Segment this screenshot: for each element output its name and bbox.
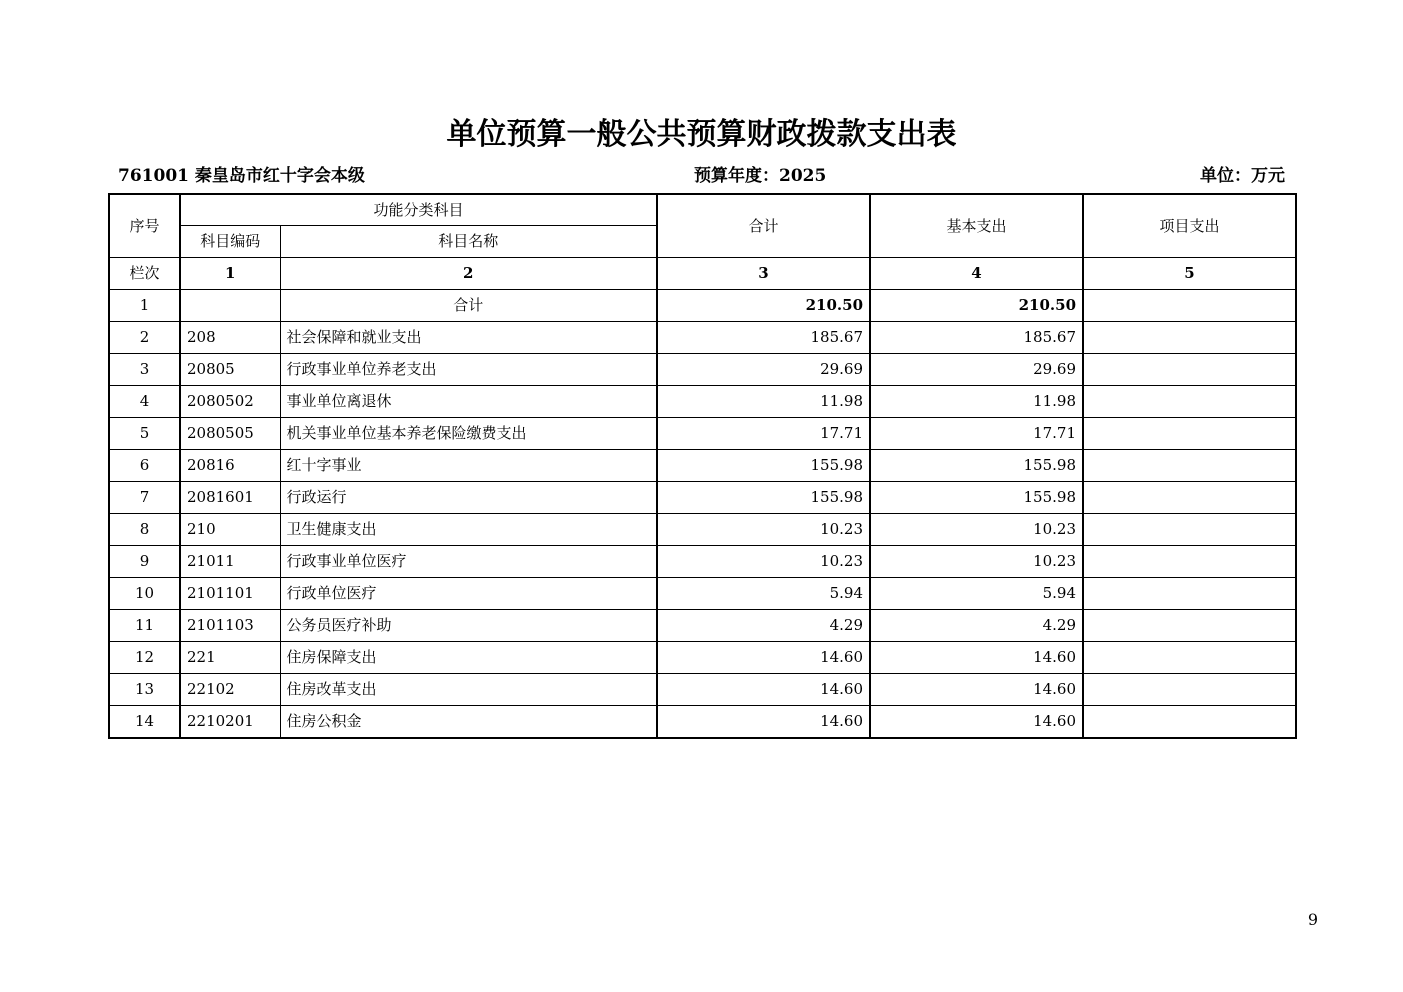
row-code: 22102 xyxy=(180,674,280,706)
row-code: 208 xyxy=(180,322,280,354)
table-row xyxy=(109,386,1296,418)
row-name: 住房公积金 xyxy=(280,706,657,739)
budget-table xyxy=(108,193,1297,739)
table-row xyxy=(109,482,1296,514)
row-project xyxy=(1083,706,1296,739)
row-basic: 14.60 xyxy=(870,706,1083,739)
row-seq: 3 xyxy=(109,354,180,386)
header-code: 科目编码 xyxy=(180,226,280,258)
header-name: 科目名称 xyxy=(280,226,657,258)
row-seq: 11 xyxy=(109,610,180,642)
row-project xyxy=(1083,290,1296,322)
row-basic: 14.60 xyxy=(870,642,1083,674)
row-name: 合计 xyxy=(280,290,657,322)
table-row xyxy=(109,674,1296,706)
row-basic: 155.98 xyxy=(870,482,1083,514)
row-seq: 12 xyxy=(109,642,180,674)
row-total: 155.98 xyxy=(657,450,870,482)
row-basic: 11.98 xyxy=(870,386,1083,418)
row-basic: 4.29 xyxy=(870,610,1083,642)
row-name: 公务员医疗补助 xyxy=(280,610,657,642)
row-name: 卫生健康支出 xyxy=(280,514,657,546)
col-index-4: 4 xyxy=(870,258,1083,290)
row-project xyxy=(1083,450,1296,482)
table-row xyxy=(109,418,1296,450)
row-total: 4.29 xyxy=(657,610,870,642)
row-code: 221 xyxy=(180,642,280,674)
table-row xyxy=(109,578,1296,610)
unit-name: 761001 秦皇岛市红十字会本级 xyxy=(118,166,365,186)
row-code: 2080502 xyxy=(180,386,280,418)
row-total: 14.60 xyxy=(657,674,870,706)
row-basic: 29.69 xyxy=(870,354,1083,386)
column-index-row xyxy=(109,258,1296,290)
row-code xyxy=(180,290,280,322)
row-total: 5.94 xyxy=(657,578,870,610)
row-project xyxy=(1083,546,1296,578)
currency-unit: 单位：万元 xyxy=(1200,166,1285,186)
col-index-label: 栏次 xyxy=(109,258,180,290)
row-code: 2101103 xyxy=(180,610,280,642)
table-row xyxy=(109,450,1296,482)
col-index-5: 5 xyxy=(1083,258,1296,290)
row-seq: 8 xyxy=(109,514,180,546)
row-seq: 5 xyxy=(109,418,180,450)
row-total: 10.23 xyxy=(657,514,870,546)
row-name: 住房改革支出 xyxy=(280,674,657,706)
col-index-3: 3 xyxy=(657,258,870,290)
page-number: 9 xyxy=(1307,910,1318,929)
row-code: 2210201 xyxy=(180,706,280,739)
header-total: 合计 xyxy=(657,194,870,258)
row-code: 210 xyxy=(180,514,280,546)
row-seq: 13 xyxy=(109,674,180,706)
row-code: 20805 xyxy=(180,354,280,386)
table-row xyxy=(109,642,1296,674)
header-basic: 基本支出 xyxy=(870,194,1083,258)
row-total: 29.69 xyxy=(657,354,870,386)
row-project xyxy=(1083,674,1296,706)
table-row xyxy=(109,514,1296,546)
row-total: 14.60 xyxy=(657,642,870,674)
table-row xyxy=(109,610,1296,642)
table-row xyxy=(109,290,1296,322)
row-name: 社会保障和就业支出 xyxy=(280,322,657,354)
row-project xyxy=(1083,642,1296,674)
row-basic: 185.67 xyxy=(870,322,1083,354)
header-seq: 序号 xyxy=(109,194,180,258)
table-row xyxy=(109,706,1296,739)
row-name: 住房保障支出 xyxy=(280,642,657,674)
row-name: 行政事业单位医疗 xyxy=(280,546,657,578)
row-total: 155.98 xyxy=(657,482,870,514)
row-basic: 14.60 xyxy=(870,674,1083,706)
row-project xyxy=(1083,418,1296,450)
row-code: 2101101 xyxy=(180,578,280,610)
row-name: 行政运行 xyxy=(280,482,657,514)
row-code: 21011 xyxy=(180,546,280,578)
row-seq: 1 xyxy=(109,290,180,322)
col-index-2: 2 xyxy=(280,258,657,290)
page-title: 单位预算一般公共预算财政拨款支出表 xyxy=(446,117,957,152)
row-name: 红十字事业 xyxy=(280,450,657,482)
row-basic: 5.94 xyxy=(870,578,1083,610)
row-project xyxy=(1083,322,1296,354)
table-row xyxy=(109,546,1296,578)
row-project xyxy=(1083,354,1296,386)
row-basic: 10.23 xyxy=(870,546,1083,578)
header-project: 项目支出 xyxy=(1083,194,1296,258)
row-basic: 210.50 xyxy=(870,290,1083,322)
row-project xyxy=(1083,610,1296,642)
row-seq: 6 xyxy=(109,450,180,482)
row-seq: 2 xyxy=(109,322,180,354)
row-project xyxy=(1083,482,1296,514)
row-name: 事业单位离退休 xyxy=(280,386,657,418)
header-row-1 xyxy=(109,194,1296,226)
row-project xyxy=(1083,386,1296,418)
row-total: 14.60 xyxy=(657,706,870,739)
row-basic: 10.23 xyxy=(870,514,1083,546)
row-name: 行政事业单位养老支出 xyxy=(280,354,657,386)
row-total: 10.23 xyxy=(657,546,870,578)
row-seq: 4 xyxy=(109,386,180,418)
row-project xyxy=(1083,514,1296,546)
table-row xyxy=(109,322,1296,354)
row-basic: 155.98 xyxy=(870,450,1083,482)
table-row xyxy=(109,354,1296,386)
row-project xyxy=(1083,578,1296,610)
row-code: 2080505 xyxy=(180,418,280,450)
col-index-1: 1 xyxy=(180,258,280,290)
row-total: 17.71 xyxy=(657,418,870,450)
row-total: 11.98 xyxy=(657,386,870,418)
row-seq: 10 xyxy=(109,578,180,610)
row-name: 行政单位医疗 xyxy=(280,578,657,610)
row-name: 机关事业单位基本养老保险缴费支出 xyxy=(280,418,657,450)
row-seq: 7 xyxy=(109,482,180,514)
row-code: 2081601 xyxy=(180,482,280,514)
header-func-group: 功能分类科目 xyxy=(180,194,657,226)
row-code: 20816 xyxy=(180,450,280,482)
row-basic: 17.71 xyxy=(870,418,1083,450)
row-seq: 9 xyxy=(109,546,180,578)
row-total: 210.50 xyxy=(657,290,870,322)
row-total: 185.67 xyxy=(657,322,870,354)
row-seq: 14 xyxy=(109,706,180,739)
budget-year: 预算年度：2025 xyxy=(694,166,827,186)
